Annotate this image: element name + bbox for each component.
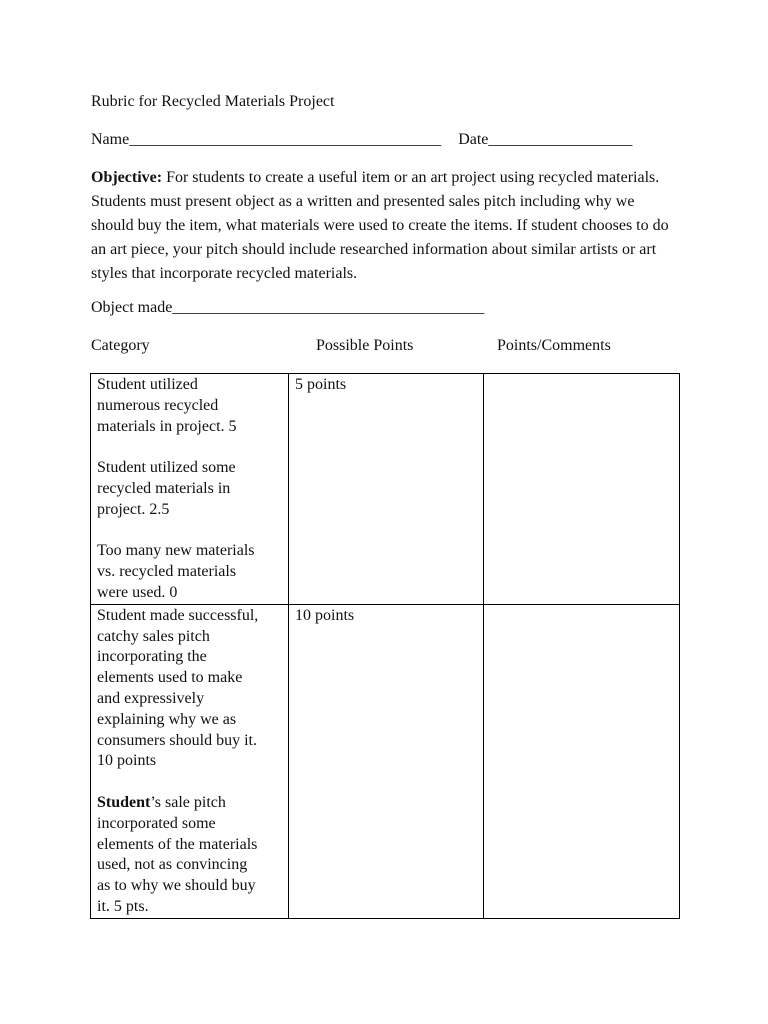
text-line: were used. 0 (97, 583, 178, 601)
text-line: consumers should buy it. (97, 731, 257, 749)
text-line: used, not as convincing (97, 856, 248, 874)
text-line: explaining why we as (97, 710, 237, 728)
rubric-table (90, 373, 680, 919)
text-line: and expressively (97, 689, 205, 707)
text-line: project. 2.5 (97, 500, 170, 518)
possible-points-cell: 10 points (289, 604, 484, 918)
text-line (97, 793, 282, 814)
text-line: elements of the materials (97, 835, 258, 853)
text-line: Student utilized some (97, 459, 236, 477)
text-line: Student made successful, (97, 606, 259, 624)
category-cell (91, 604, 289, 918)
name-date-row (91, 131, 632, 149)
table-row (91, 604, 680, 918)
objective-paragraph (91, 166, 681, 286)
criterion-paragraph (97, 375, 282, 437)
comments-cell[interactable] (484, 374, 680, 605)
text-fragment: ’s sale pitch (150, 793, 226, 811)
text-line: incorporating the (97, 648, 207, 666)
criterion-paragraph (97, 541, 282, 603)
text-line: Too many new materials (97, 542, 255, 560)
text-line: elements used to make (97, 669, 243, 687)
text-line: Student utilized (97, 376, 198, 393)
objective-label: Objective: (91, 169, 163, 186)
name-field-label: Name_______________________________________ (91, 131, 442, 148)
column-header-possible-points: Possible Points (316, 337, 414, 354)
text-line: vs. recycled materials (97, 563, 237, 581)
text-line: recycled materials in (97, 479, 231, 497)
criterion-paragraph (97, 793, 282, 918)
text-line: it. 5 pts. (97, 897, 149, 915)
column-header-category: Category (91, 337, 150, 354)
text-line: catchy sales pitch (97, 627, 210, 645)
date-field-label: Date__________________ (458, 131, 633, 148)
comments-cell[interactable] (484, 604, 680, 918)
table-row (91, 374, 680, 605)
text-line: 10 points (97, 752, 157, 770)
objective-text: For students to create a useful item or an art project using recycled materials. Students must present object as a written and presented sales pitch including why we should buy the item, what materials were used to create the items. If student chooses to do an art piece, your pitch should include researched information about similar artists or art styles that incorporate recycled materials. (91, 169, 669, 282)
text-line: as to why we should buy (97, 877, 256, 895)
criterion-paragraph (97, 606, 282, 772)
text-line: materials in project. 5 (97, 417, 237, 435)
document-title: Rubric for Recycled Materials Project (91, 93, 335, 110)
text-line: incorporated some (97, 814, 216, 832)
criterion-paragraph (97, 458, 282, 520)
bold-lead: Student (97, 793, 151, 811)
object-made-field: Object made_______________________________________ (91, 299, 485, 316)
text-line: numerous recycled (97, 396, 219, 414)
category-cell (91, 374, 289, 605)
possible-points-cell: 5 points (289, 374, 484, 605)
column-header-points-comments: Points/Comments (497, 337, 611, 354)
